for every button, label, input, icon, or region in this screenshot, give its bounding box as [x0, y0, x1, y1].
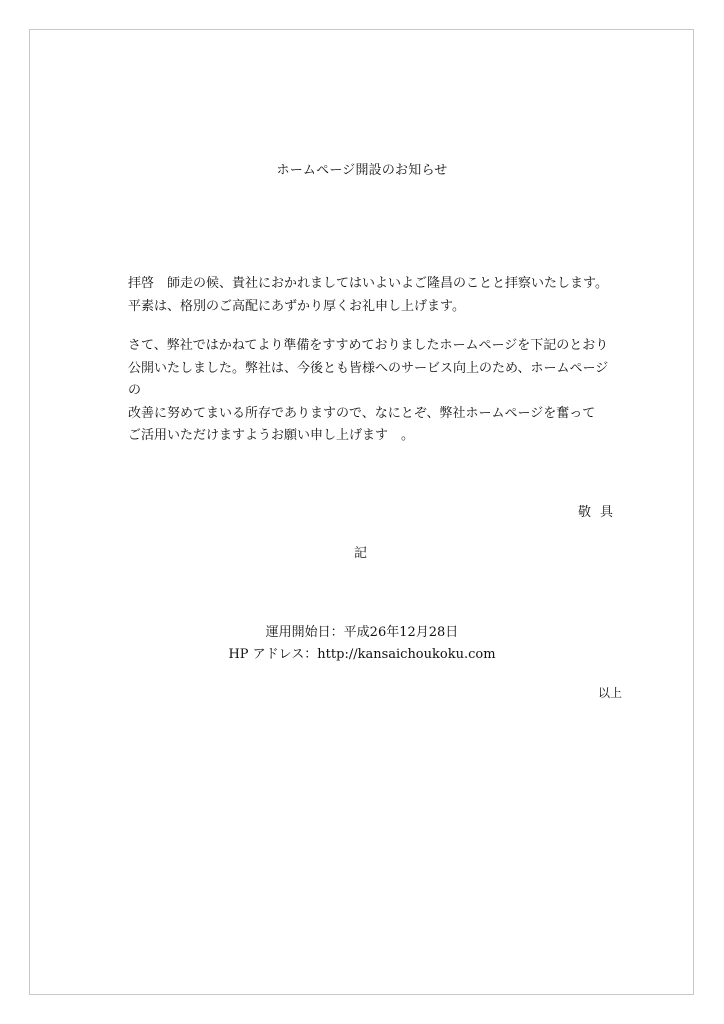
start-date: 運用開始日：平成26年12月28日: [265, 625, 459, 640]
greeting-line: 拝啓 師走の候、貴社におかれましてはいよいよご隆昌のことと拝察いたします。: [128, 276, 608, 291]
body-line: の: [128, 383, 142, 398]
greeting-paragraph: [128, 273, 628, 318]
document-title: ホームページ開設のお知らせ: [276, 163, 448, 178]
hp-address: HP アドレス：http://kansaichoukoku.com: [228, 647, 496, 662]
ki-heading: 記: [354, 546, 368, 561]
body-line: 改善に努めてまいる所存でありますので、なにとぞ、弊社ホームページを奮って: [128, 405, 596, 421]
closing-keigu: 敬具: [577, 505, 622, 520]
greeting-line: 平素は、格別のご高配にあずかり厚くお礼申し上げます。: [128, 298, 465, 314]
body-line: 公開いたしました。弊社は、今後とも皆様へのサービス向上のため、ホームページ: [128, 360, 609, 376]
body-line: さて、弊社ではかねてより準備をすすめておりましたホームページを下記のとおり: [128, 338, 609, 353]
end-mark: 以上: [597, 686, 622, 700]
details-block: [0, 622, 724, 666]
body-paragraph: [128, 335, 628, 448]
body-line: ご活用いただけますようお願い申し上げます 。: [128, 428, 415, 443]
